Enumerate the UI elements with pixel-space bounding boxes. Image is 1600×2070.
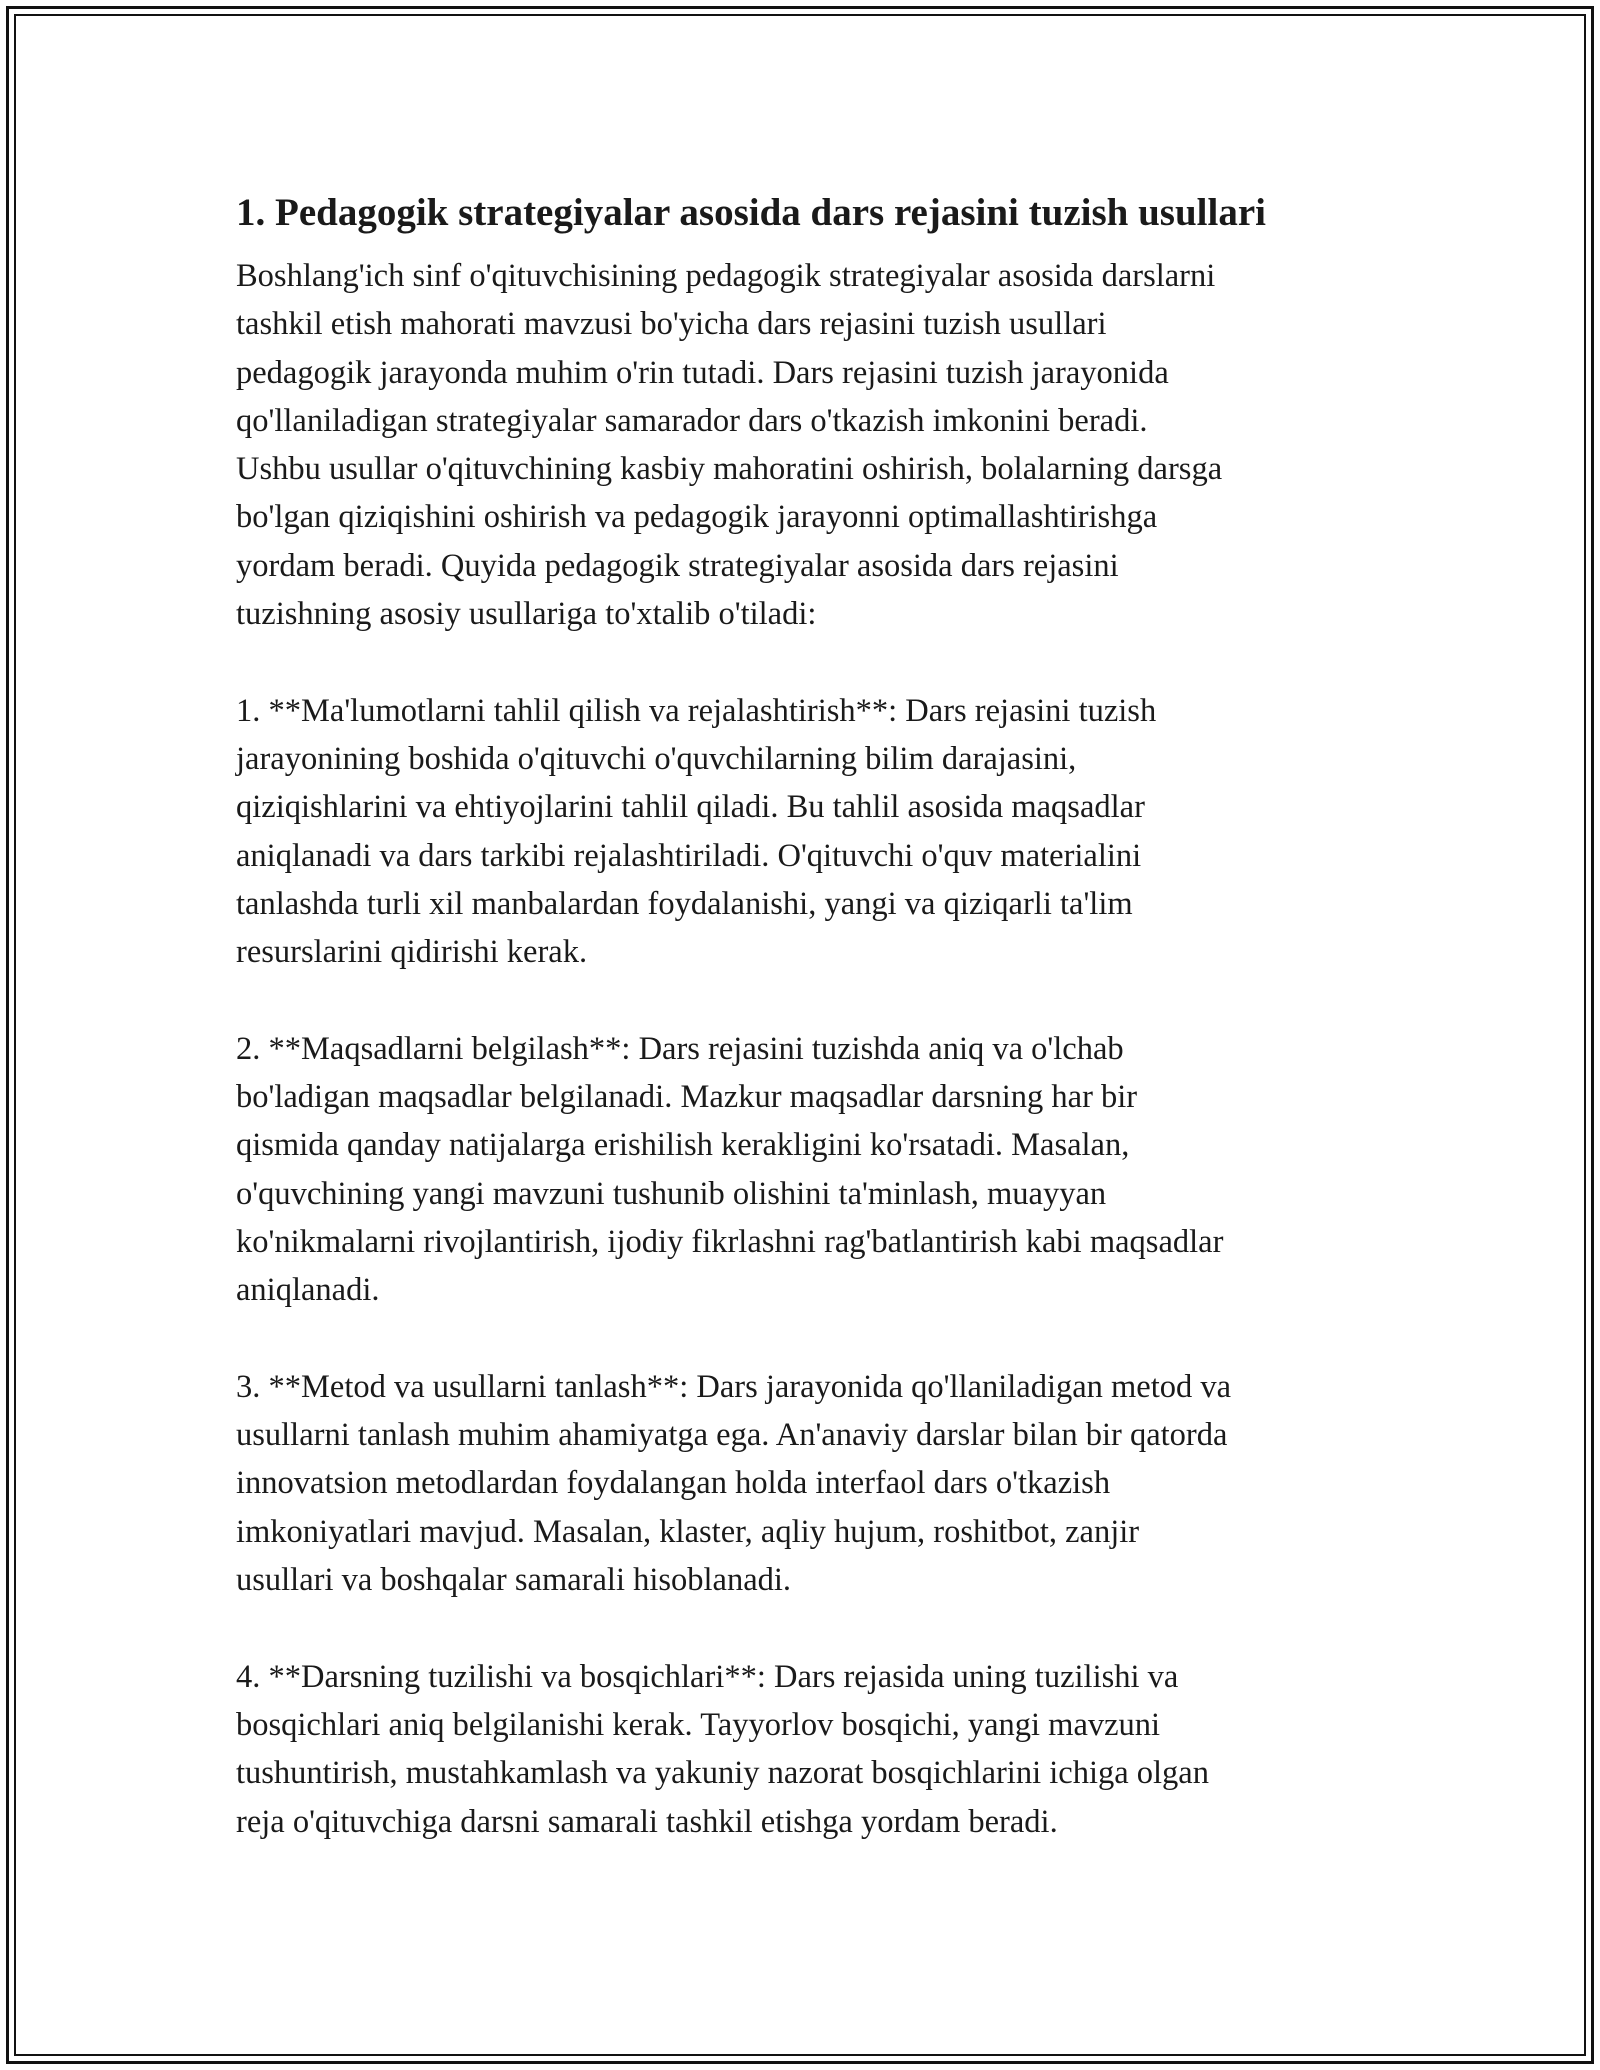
document-body xyxy=(236,186,1366,1846)
document-title: 1. Pedagogik strategiyalar asosida dars rejasini tuzish usullari xyxy=(236,191,1266,234)
list-item-3-paragraph: 3. **Metod va usullarni tanlash**: Dars jarayonida qo'llaniladigan metod va usullarni tanlash muhim ahamiyatga ega. An'anaviy darslar bilan bir qatorda innovatsion metodlardan foydalangan holda interfaol dars o'tkazish imkoniyatlari mavjud. Masalan, klaster, aqliy hujum, roshitbot, zanjir usullari va boshqalar samarali hisoblanadi. xyxy=(236,1368,1232,1599)
list-item-4-paragraph: 4. **Darsning tuzilishi va bosqichlari**: Dars rejasida uning tuzilishi va bosqichlari aniq belgilanishi kerak. Tayyorlov bosqichi, yangi mavzuni tushuntirish, mustahkamlash va yakuniy nazorat bosqichlarini ichiga olgan reja o'qituvchiga darsni samarali tashkil etishga yordam beradi. xyxy=(236,1658,1209,1840)
list-item-1-paragraph: 1. **Ma'lumotlarni tahlil qilish va rejalashtirish**: Dars rejasini tuzish jarayonining boshida o'qituvchi o'quvchilarning bilim darajasini, qiziqishlarini va ehtiyojlarini tahlil qiladi. Bu tahlil asosida maqsadlar aniqlanadi va dars tarkibi rejalashtiriladi. O'qituvchi o'quv materialini tanlashda turli xil manbalardan foydalanishi, yangi va qiziqarli ta'lim resurslarini qidirishi kerak. xyxy=(236,692,1157,971)
intro-paragraph: Boshlang'ich sinf o'qituvchisining pedagogik strategiyalar asosida darslarni tashkil etish mahorati mavzusi bo'yicha dars rejasini tuzish usullari pedagogik jarayonda muhim o'rin tutadi. Dars rejasini tuzish jarayonida qo'llaniladigan strategiyalar samarador dars o'tkazish imkonini beradi. Ushbu usullar o'qituvchining kasbiy mahoratini oshirish, bolalarning darsga bo'lgan qiziqishini oshirish va pedagogik jarayonni optimallashtirishga yordam beradi. Quyida pedagogik strategiyalar asosida dars rejasini tuzishning asosiy usullariga to'xtalib o'tiladi: xyxy=(236,258,1223,633)
list-item-2-paragraph: 2. **Maqsadlarni belgilash**: Dars rejasini tuzishda aniq va o'lchab bo'ladigan maqsadlar belgilanadi. Mazkur maqsadlar darsning har bir qismida qanday natijalarga erishilish kerakligini ko'rsatadi. Masalan, o'quvchining yangi mavzuni tushunib olishini ta'minlash, muayyan ko'nikmalarni rivojlantirish, ijodiy fikrlashni rag'batlantirish kabi maqsadlar aniqlanadi. xyxy=(236,1030,1224,1309)
